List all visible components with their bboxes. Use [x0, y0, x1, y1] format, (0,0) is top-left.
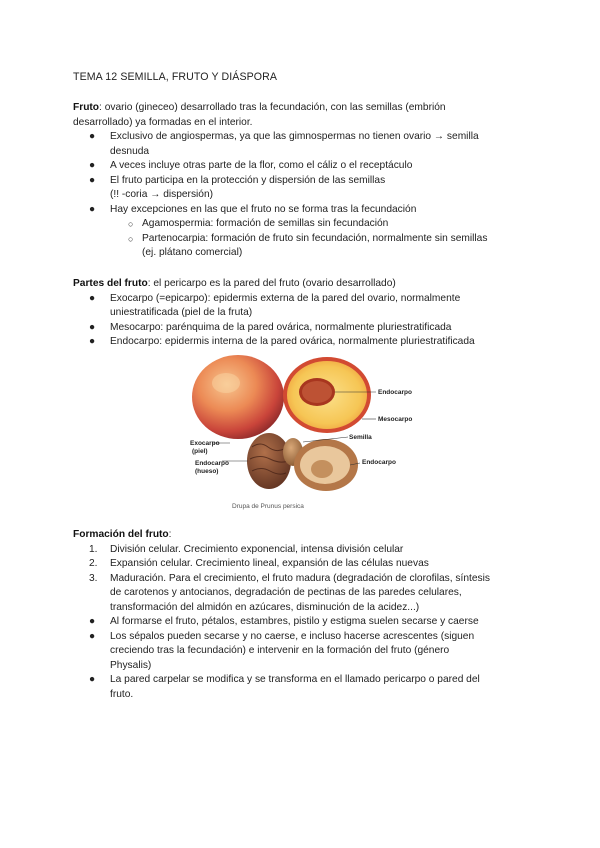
partes-intro: Partes del fruto: el pericarpo es la pared del fruto (ovario desarrollado): [73, 278, 396, 289]
list-item: ● Hay excepciones en las que el fruto no se forma tras la fecundación: [73, 203, 530, 218]
partes-heading: Partes del fruto: [73, 278, 148, 289]
formacion-heading-line: Formación del fruto:: [73, 529, 172, 540]
fruto-intro-line1: Fruto: ovario (gineceo) desarrollado tras la fecundación, con las semillas (embrión: [73, 102, 446, 113]
list-item: ● Exocarpo (=epicarpo): epidermis externa de la pared del ovario, normalmente uniestratificada (piel de la fruta): [89, 292, 461, 318]
bullet-icon: ●: [89, 292, 96, 304]
formacion-numbered-list: [73, 543, 533, 616]
list-item: ● El fruto participa en la protección y dispersión de las semillas (!! -coria → dispersión): [89, 174, 386, 200]
list-item: ● Los sépalos pueden secarse y no caerse, e incluso hacerse acrescentes (siguen creciendo tras la fecundación) e intervenir en la formación del fruto (género Physalis): [89, 630, 475, 671]
bullet-icon: ●: [89, 131, 96, 142]
bullet-icon: ●: [89, 160, 96, 171]
bullet-icon: ●: [89, 203, 96, 215]
bullet-icon: ●: [89, 616, 96, 627]
partes-section: [73, 277, 533, 350]
list-item: 3. Maduración. Para el crecimiento, el fruto madura (degradación de clorofilas, síntesis de carotenos y antocianos, degradación de pectinas de las paredes celulares, transformación del almidón en azúcares, disminución de la acidez...): [89, 572, 490, 613]
list-item: ● La pared carpelar se modifica y se transforma en el llamado pericarpo o pared del fruto.: [89, 674, 480, 700]
fruto-heading: Fruto: [73, 102, 100, 113]
bullet-icon: ●: [89, 630, 96, 642]
label-mesocarpo: Mesocarpo: [378, 416, 413, 423]
list-item: ● Exclusivo de angiospermas, ya que las gimnospermas no tienen ovario → semilla desnuda: [89, 131, 479, 157]
fruto-section: [73, 101, 533, 261]
fruto-bullet-list: [73, 130, 533, 217]
bullet-icon: ●: [89, 174, 96, 186]
sub-list-item: ○ Partenocarpia: formación de fruto sin fecundación, normalmente sin semillas (ej. plátano comercial): [128, 232, 488, 258]
fruto-sub-bullet-list: [73, 217, 533, 261]
stone-shape: [247, 433, 291, 489]
label-exocarpo-sub: (piel): [192, 448, 208, 455]
label-semilla: Semilla: [349, 434, 372, 441]
fruto-intro-line2: desarrollado) ya formadas en el interior.: [73, 116, 253, 128]
list-item: ● Endocarpo: epidermis interna de la pared ovárica, normalmente pluriestratificada: [73, 335, 530, 350]
list-item: ● Al formarse el fruto, pétalos, estambres, pistilo y estigma suelen secarse y caerse: [73, 615, 530, 630]
whole-peach-shape: [192, 355, 284, 439]
sub-list-item: ○ Agamospermia: formación de semillas sin fecundación: [73, 217, 532, 232]
label-exocarpo: Exocarpo: [190, 440, 220, 447]
label-endocarpo-left-sub: (hueso): [195, 468, 219, 475]
formacion-bullet-list: [73, 615, 533, 702]
formacion-heading: Formación del fruto: [73, 529, 169, 540]
list-item: 2. Expansión celular. Crecimiento lineal, expansión de las células nuevas: [89, 558, 429, 569]
bullet-icon: ●: [89, 674, 96, 685]
label-endocarpo-right: Endocarpo: [362, 459, 396, 466]
list-item: ● A veces incluye otras parte de la flor, como el cáliz o el receptáculo: [73, 159, 530, 174]
hollow-bullet-icon: ○: [128, 233, 134, 244]
page-title: TEMA 12 SEMILLA, FRUTO Y DIÁSPORA: [73, 71, 278, 83]
hollow-bullet-icon: ○: [128, 219, 134, 229]
formacion-section: [73, 528, 533, 702]
bullet-icon: ●: [89, 336, 96, 347]
list-item: ● Mesocarpo: parénquima de la pared ovárica, normalmente pluriestratificada: [73, 321, 530, 336]
figure-caption: Drupa de Prunus persica: [232, 503, 304, 510]
label-endocarpo-left: Endocarpo: [195, 460, 229, 467]
peach-illustration: [190, 355, 430, 511]
list-item: 1. División celular. Crecimiento exponencial, intensa división celular: [89, 543, 404, 555]
drupe-figure: [190, 355, 430, 511]
partes-bullet-list: [73, 292, 533, 350]
label-endocarpo-top: Endocarpo: [378, 389, 412, 396]
bullet-icon: ●: [89, 321, 96, 333]
